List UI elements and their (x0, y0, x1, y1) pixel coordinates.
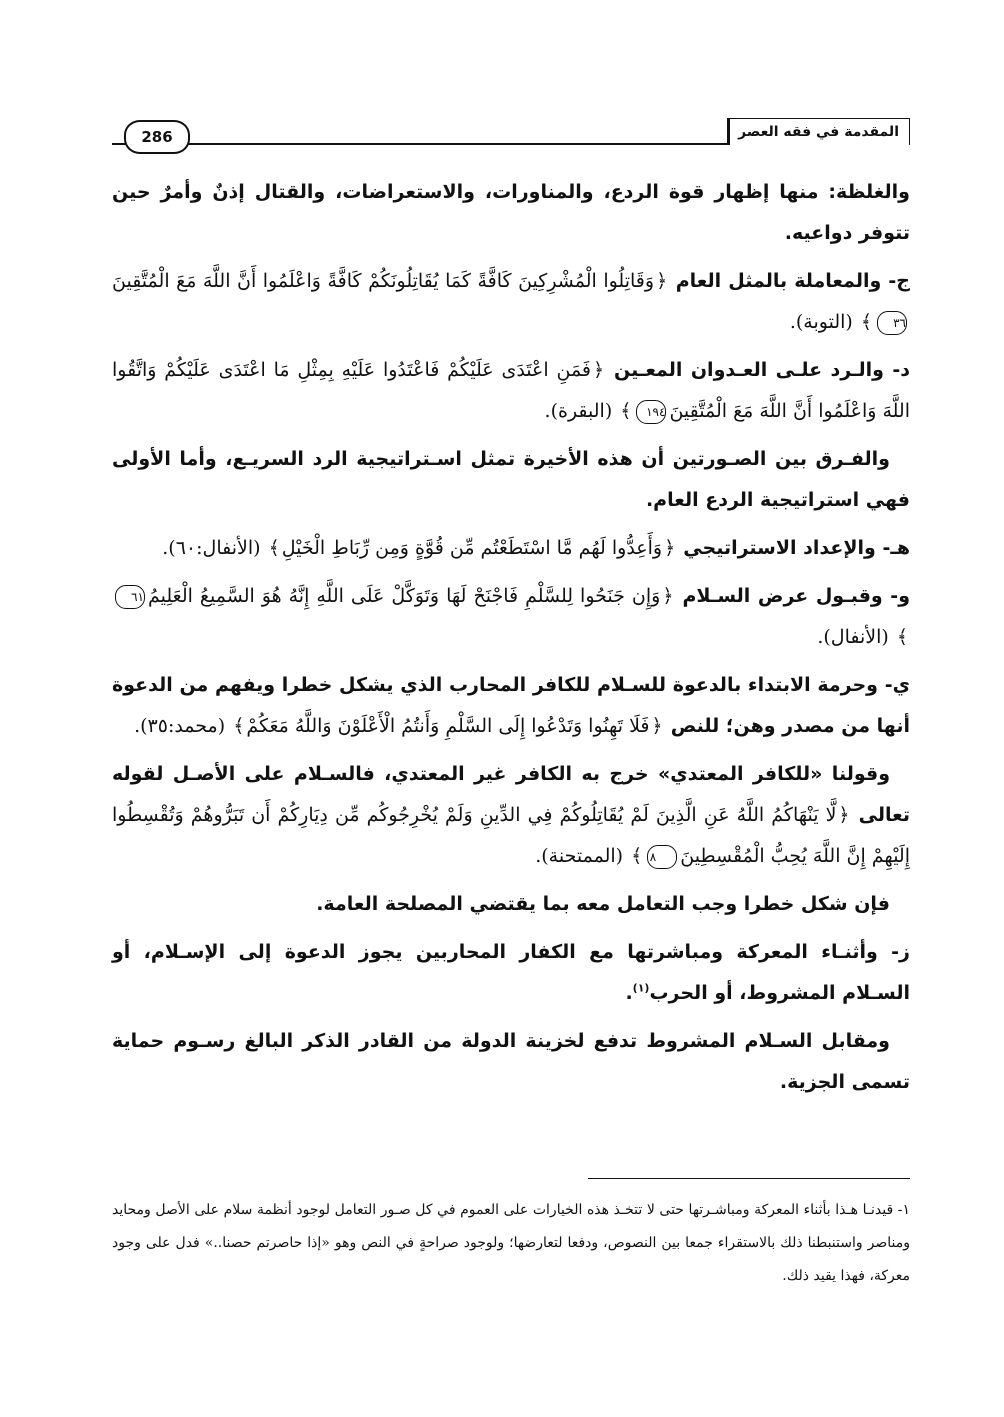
ornament-open-icon: ﴿ (664, 537, 676, 559)
footnote-marker[interactable]: (١) (632, 981, 650, 995)
paragraph-5 (112, 528, 910, 569)
surah-reference: (محمد:٣٥). (134, 715, 226, 737)
ayah-number: ٣٦ (877, 311, 907, 335)
paragraph-8 (112, 754, 910, 877)
ornament-close-icon: ﴾ (268, 537, 280, 559)
footnote-separator (588, 1178, 910, 1179)
ornament-open-icon: ﴿ (656, 270, 668, 292)
ornament-open-icon: ﴿ (662, 585, 674, 607)
surah-reference: (الأنفال). (817, 626, 889, 648)
paragraph-10-end: . (625, 982, 633, 1004)
paragraph-1: والغلظة: منها إظهار قوة الردع، والمناورات، والاستعراضات، والقتال إذنٌ وأمرٌ حين تتوفر دواعيه. (112, 181, 910, 244)
paragraph-10-text: ز- وأثنـاء المعركة ومباشرتها مع الكفار المحاربين يجوز الدعوة إلى الإسـلام، أو السـلام المشروط، أو الحرب (112, 941, 910, 1004)
paragraph-7-lead: ي- وحرمة الابتداء بالدعوة للسـلام للكافر المحارب الذي يشكل خطرا ويفهم من الدعوة أنها من مصدر وهن؛ للنص (112, 674, 910, 737)
main-text (112, 172, 910, 1110)
ornament-close-icon: ﴾ (860, 311, 872, 333)
paragraph-9: فإن شكل خطرا وجب التعامل معه بما يقتضي المصلحة العامة. (316, 893, 890, 915)
paragraph-5-lead: هـ- والإعداد الاستراتيجي (683, 537, 910, 559)
paragraph-2 (112, 261, 910, 343)
paragraph-11: ومقابل السـلام المشروط تدفع لخزينة الدولة من القادر الذكر البالغ رسـوم حماية تسمى الجزية. (112, 1030, 910, 1093)
paragraph-3-lead: د- والـرد علـى العـدوان المعـين (613, 359, 911, 381)
ayah-number: ٨ (647, 845, 677, 869)
book-title: المقدمة في فقه العصر (727, 118, 910, 145)
quran-verse: فَمَنِ اعْتَدَى عَلَيْكُمْ فَاعْتَدُوا عَلَيْهِ بِمِثْلِ مَا اعْتَدَى عَلَيْكُمْ وَاتَّقُوا اللَّهَ وَاعْلَمُوا أَنَّ اللَّهَ مَعَ الْمُتَّقِينَ (112, 359, 910, 422)
page-number: 286 (124, 120, 190, 154)
quran-verse: لَّا يَنْهَاكُمُ اللَّهُ عَنِ الَّذِينَ لَمْ يُقَاتِلُوكُمْ فِي الدِّينِ وَلَمْ يُخْرِجُوكُم مِّن دِيَارِكُمْ أَن تَبَرُّوهُمْ وَتُقْسِطُوا إِلَيْهِمْ إِنَّ اللَّهَ يُحِبُّ الْمُقْسِطِينَ (112, 804, 910, 867)
paragraph-7 (112, 665, 910, 747)
paragraph-3 (112, 350, 910, 432)
quran-verse: فَلَا تَهِنُوا وَتَدْعُوا إِلَى السَّلْمِ وَأَنتُمُ الْأَعْلَوْنَ وَاللَّهُ مَعَكُمْ (246, 715, 650, 737)
ornament-close-icon: ﴾ (631, 845, 643, 867)
paragraph-6 (112, 576, 910, 658)
surah-reference: (البقرة). (544, 400, 613, 422)
ornament-open-icon: ﴿ (593, 359, 605, 381)
surah-reference: (الممتحنة). (535, 845, 624, 867)
ornament-close-icon: ﴾ (233, 715, 245, 737)
ornament-open-icon: ﴿ (838, 804, 850, 826)
paragraph-2-lead: ج- والمعاملة بالمثل العام (675, 270, 910, 292)
paragraph-8-lead: وقولنا «للكافر المعتدي» خرج به الكافر غير المعتدي، فالسـلام على الأصـل لقوله تعالى (112, 763, 910, 826)
surah-reference: (الأنفال:٦٠). (162, 537, 261, 559)
footnote: ١- قيدنـا هـذا بأثناء المعركة ومباشـرتها حتى لا تتخـذ هذه الخيارات على العموم في كل صـور التعامل لوجود أنظمة سلام على الأصل ومحايد ومناصر واستنبطنا ذلك بالاستقراء جمعا بين النصوص، ودفعا لتعارضها؛ ولوجود صراحةٍ في النص وهو «إذا حاصرتم حصنا..» فدل على وجود معركة، فهذا يقيد ذلك. (112, 1202, 910, 1284)
ayah-number: ١٩٤ (636, 400, 666, 424)
quran-verse: وَأَعِدُّوا لَهُم مَّا اسْتَطَعْتُم مِّن قُوَّةٍ وَمِن رِّبَاطِ الْخَيْلِ (281, 537, 663, 559)
paragraph-4: والفـرق بين الصـورتين أن هذه الأخيرة تمثل اسـتراتيجية الرد السريـع، وأما الأولى فهي استراتيجية الردع العام. (112, 448, 910, 511)
quran-verse: وَإِن جَنَحُوا لِلسَّلْمِ فَاجْنَحْ لَهَا وَتَوَكَّلْ عَلَى اللَّهِ إِنَّهُ هُوَ السَّمِيعُ الْعَلِيمُ (148, 585, 661, 607)
paragraph-10 (112, 932, 910, 1014)
ornament-close-icon: ﴾ (896, 626, 908, 648)
ornament-close-icon: ﴾ (620, 400, 632, 422)
ayah-number: ٦١ (115, 585, 145, 609)
ornament-open-icon: ﴿ (651, 715, 663, 737)
paragraph-6-lead: و- وقبـول عرض السـلام (682, 585, 910, 607)
quran-verse: وَقَاتِلُوا الْمُشْرِكِينَ كَافَّةً كَمَا يُقَاتِلُونَكُمْ كَافَّةً وَاعْلَمُوا أَنَّ اللَّهَ مَعَ الْمُتَّقِينَ (112, 270, 655, 292)
page-header (112, 112, 910, 152)
surah-reference: (التوبة). (789, 311, 853, 333)
